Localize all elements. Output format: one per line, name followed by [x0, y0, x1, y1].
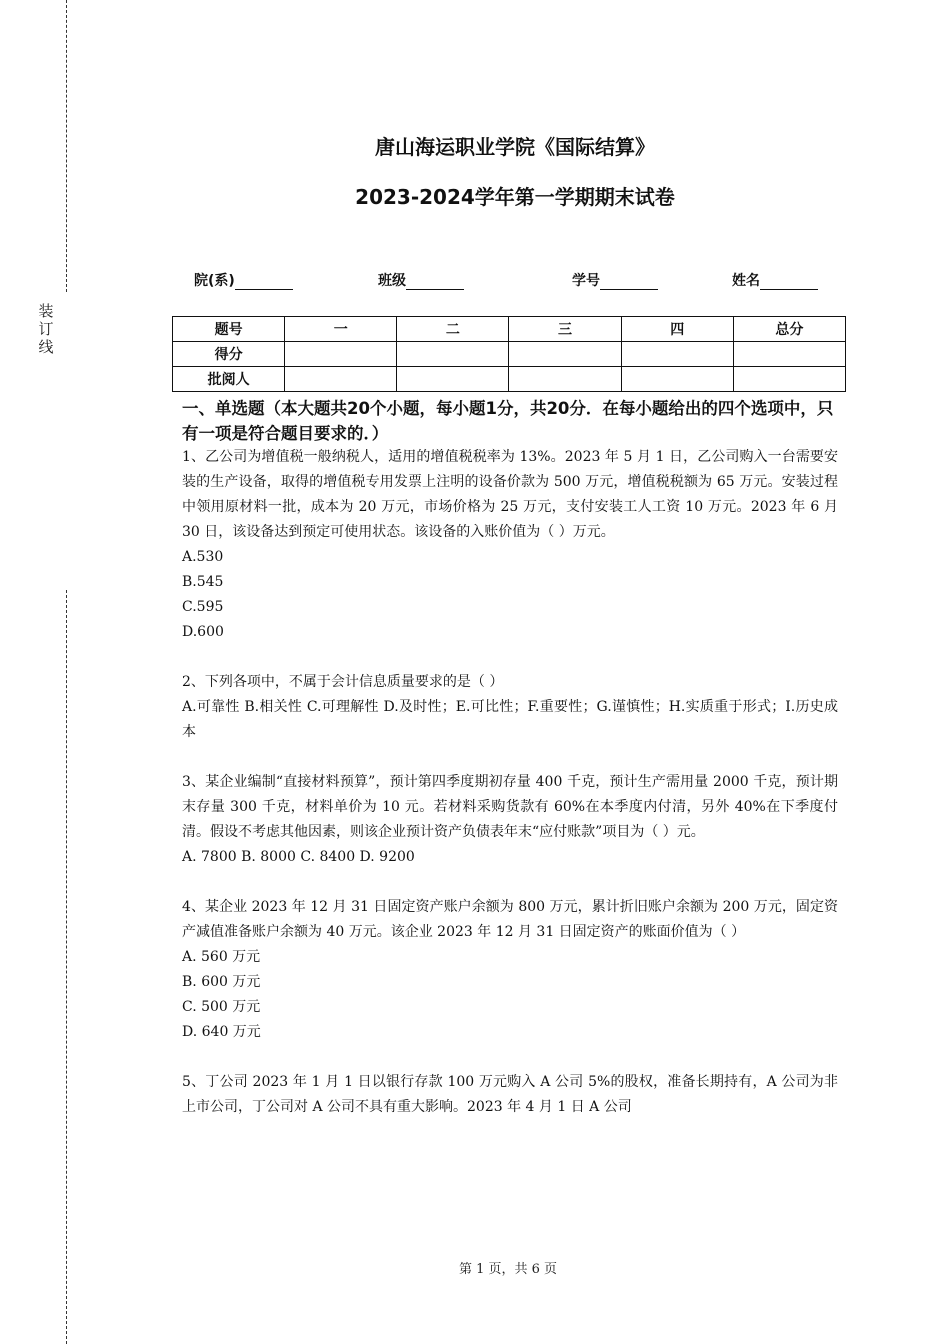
reviewer-cell — [733, 367, 845, 392]
reviewer-row-label: 批阅人 — [173, 367, 285, 392]
reviewer-cell — [397, 367, 509, 392]
page-footer: 第 1 页，共 6 页 — [458, 1262, 558, 1277]
spacer — [182, 870, 838, 895]
binding-label-char: 订 — [38, 320, 54, 338]
spacer — [182, 745, 838, 770]
student-id-field — [572, 270, 658, 290]
question-stem: 2、下列各项中，不属于会计信息质量要求的是（ ） — [182, 674, 504, 690]
question-stem: 3、某企业编制“直接材料预算”，预计第四季度期初存量 400 千克，预计生产需用量 2000 千克，预计期末存量 300 千克，材料单价为 10 元。若材料采购货款有 60%在本季度内付清，另外 40%在下季度付清。假设不考虑其他因素，则该企业预计资产负债表年末“应付账款”项目为（ ）元。 — [182, 774, 838, 840]
score-cell — [397, 342, 509, 367]
department-blank — [235, 274, 293, 290]
option-item: D.600 — [182, 624, 224, 640]
score-table-header-row — [173, 317, 846, 342]
name-blank — [760, 274, 818, 290]
score-cell — [509, 342, 621, 367]
exam-title: 唐山海运职业学院《国际结算》 — [375, 135, 655, 159]
spacer — [182, 645, 838, 670]
option-item: C.595 — [182, 599, 224, 615]
score-row-label: 得分 — [173, 342, 285, 367]
option-item: D. 640 万元 — [182, 1024, 261, 1040]
option-item: A.530 — [182, 549, 224, 565]
score-table-header: 三 — [509, 317, 621, 342]
reviewer-cell — [621, 367, 733, 392]
name-field — [732, 270, 818, 290]
class-blank — [406, 274, 464, 290]
class-label: 班级 — [378, 273, 406, 289]
binding-label-char: 线 — [38, 338, 54, 356]
options-line: A. 7800 B. 8000 C. 8400 D. 9200 — [182, 849, 415, 865]
class-field — [378, 270, 464, 290]
student-id-blank — [600, 274, 658, 290]
option-item: C. 500 万元 — [182, 999, 261, 1015]
option-item: B. 600 万元 — [182, 974, 261, 990]
name-label: 姓名 — [732, 273, 760, 289]
score-table-reviewer-row — [173, 367, 846, 392]
score-table — [172, 316, 846, 392]
score-table-header: 一 — [285, 317, 397, 342]
reviewer-cell — [285, 367, 397, 392]
score-cell — [285, 342, 397, 367]
options-line: A.可靠性 B.相关性 C.可理解性 D.及时性；E.可比性；F.重要性；G.谨慎性；H.实质重于形式；I.历史成本 — [182, 699, 838, 740]
department-field — [194, 270, 293, 290]
question-stem: 4、某企业 2023 年 12 月 31 日固定资产账户余额为 800 万元，累计折旧账户余额为 200 万元，固定资产减值准备账户余额为 40 万元。该企业 2023 年 12 月 31 日固定资产的账面价值为（ ） — [182, 899, 838, 940]
student-id-label: 学号 — [572, 273, 600, 289]
score-table-header: 题号 — [173, 317, 285, 342]
binding-label — [34, 302, 58, 356]
option-item: B.545 — [182, 574, 224, 590]
section-heading: 一、单选题（本大题共20个小题，每小题1分，共20分．在每小题给出的四个选项中，只有一项是符合题目要求的．） — [182, 399, 834, 443]
option-item: A. 560 万元 — [182, 949, 261, 965]
reviewer-cell — [509, 367, 621, 392]
score-table-header: 二 — [397, 317, 509, 342]
score-table-score-row — [173, 342, 846, 367]
department-label: 院(系) — [194, 273, 235, 289]
binding-label-char: 装 — [38, 302, 54, 320]
score-cell — [621, 342, 733, 367]
question-stem: 5、丁公司 2023 年 1 月 1 日以银行存款 100 万元购入 A 公司 5%的股权，准备长期持有，A 公司为非上市公司，丁公司对 A 公司不具有重大影响。2023 年 4 月 1 日 A 公司 — [182, 1074, 838, 1115]
spacer — [182, 1045, 838, 1070]
score-cell — [733, 342, 845, 367]
score-table-header: 总分 — [733, 317, 845, 342]
student-info-row — [194, 270, 834, 292]
exam-subtitle: 2023-2024学年第一学期期末试卷 — [355, 185, 675, 209]
score-table-header: 四 — [621, 317, 733, 342]
binding-line-bottom — [66, 590, 67, 1344]
question-stem: 1、乙公司为增值税一般纳税人，适用的增值税税率为 13%。2023 年 5 月 1 日，乙公司购入一台需要安装的生产设备，取得的增值税专用发票上注明的设备价款为 500 万元，增值税税额为 65 万元。安装过程中领用原材料一批，成本为 20 万元，市场价格为 25 万元，支付安装工人工资 10 万元。2023 年 6 月 30 日，该设备达到预定可使用状态。该设备的入账价值为（ ）万元。 — [182, 449, 838, 540]
question-list — [182, 445, 838, 1120]
